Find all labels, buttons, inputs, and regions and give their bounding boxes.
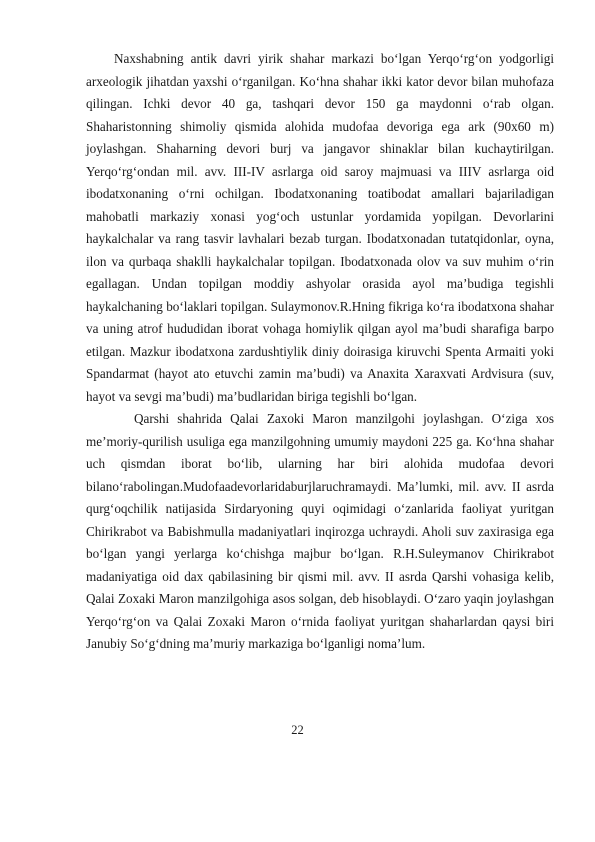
paragraph-yerqorgon: Naxshabning antik davri yirik shahar markazi bo‘lgan Yerqo‘rg‘on yodgorligi arxeologik jihatdan yaxshi o‘rganilgan. Ko‘hna shahar ikki kator devor bilan muhofaza qilingan. Ichki devor 40 ga, tashqari devor 150 ga maydonni o‘rab olgan. Shaharistonning shimoliy qismida alohida mudofaa devoriga ega ark (90x60 m) joylashgan. Shaharning devori burj va jangavor shinaklar bilan kuchaytirilgan. Yerqo‘rg‘ondan mil. avv. III-IV asrlarga oid saroy majmuasi va IIIV asrlarga oid ibodatxonaning o‘rni ochilgan. Ibodatxonaning toatibodat amallari bajariladigan mahobatli markaziy xonasi yog‘och ustunlar yordamida yopilgan. Devorlarini haykalchalar va rang tasvir lavhalari bezab turgan. Ibodatxonadan tutatqidonlar, oyna, ilon va qurbaqa shaklli haykalchalar topilgan. Ibodatxonada olov va suv muhim o‘rin egallagan. Undan topilgan moddiy ashyolar orasida ayol ma’budiga tegishli haykalchaning bo‘laklari topilgan. Sulaymonov.R.Hning fikriga ko‘ra ibodatxona shahar va uning atrof hududidan iborat vohaga homiylik qilgan ayol ma’budi sharafiga barpo etilgan. Mazkur ibodatxona zardushtiylik diniy doirasiga kiruvchi Spenta Armaiti yoki Spandarmat (hayot ato etuvchi zamin ma’budi) va Anaxita Xaraxvati Ardvisura (suv, hayot va sevgi ma’budi) ma’budlaridan biriga tegishli bo‘lgan. xyxy=(86,51,554,404)
body-text xyxy=(86,48,554,656)
paragraph-qalai-zoxaki-maron: Qarshi shahrida Qalai Zaxoki Maron manzilgohi joylashgan. O‘ziga xos me’moriy-qurilish usuliga ega manzilgohning umumiy maydoni 225 ga. Ko‘hna shahar uch qismdan iborat bo‘lib, ularning har biri alohida mudofaa devori bilano‘rabolingan.Mudofaadevorlaridaburjlaruchramaydi. Ma’lumki, mil. avv. II asrda qurg‘oqchilik natijasida Sirdaryoning quyi oqimidagi o‘zanlarida faoliyat yuritgan Chirikrabot va Babishmulla madaniyatlari inqirozga uchraydi. Aholi suv zaxirasiga ega bo‘lgan yangi yerlarga ko‘chishga majbur bo‘lgan. R.H.Suleymanov Chirikrabot madaniyatiga oid dax qabilasining bir qismi mil. avv. II asrda Qarshi vohasiga kelib, Qalai Zoxaki Maron manzilgohiga asos solgan, deb hisoblaydi. O‘zaro yaqin joylashgan Yerqo‘rg‘on va Qalai Zoxaki Maron o‘rnida faoliyat yuritgan shaharlardan qaysi biri Janubiy So‘g‘dning ma’muriy markaziga bo‘lganligi noma’lum. xyxy=(86,411,554,651)
page-number: 22 xyxy=(291,723,304,737)
